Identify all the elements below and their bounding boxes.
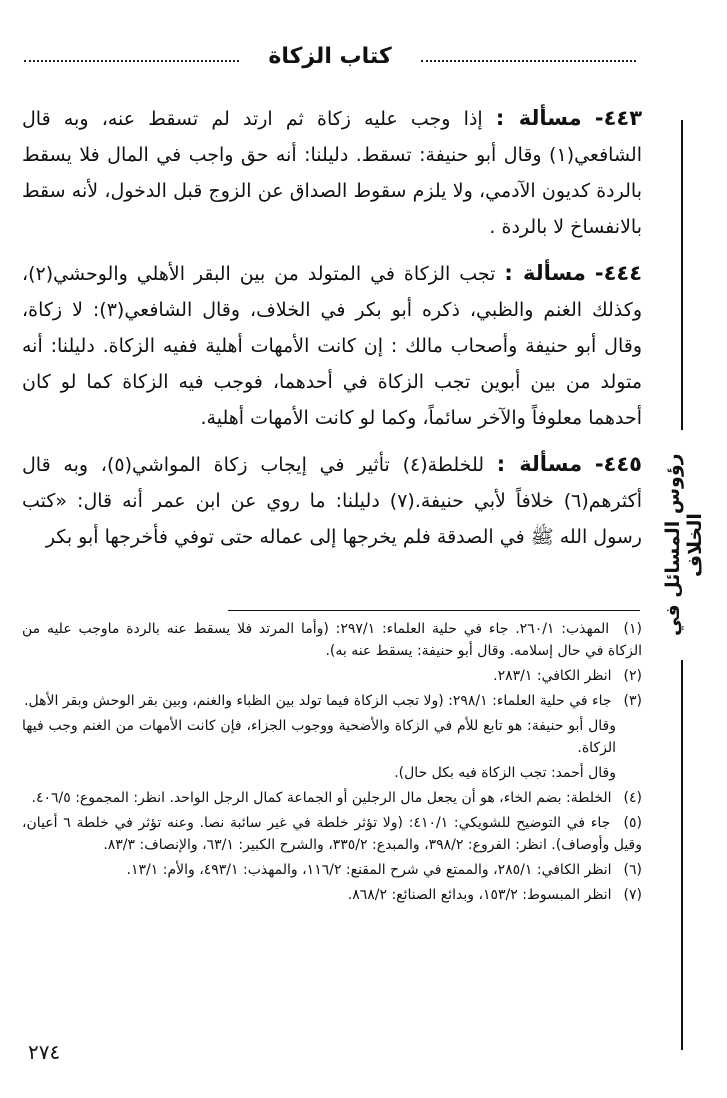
running-header (24, 42, 636, 78)
page-number: ٢٧٤ (28, 1040, 61, 1064)
side-rule-top (681, 120, 683, 430)
footnote-text: جاء في التوضيح للشويكي: ٤١٠/١: (ولا تؤثر خلطة في غير سائبة نصا. وعنه تؤثر في خلطة ٦ أعيان، وقيل وأوصاف). انظر: الفروع: ٣٩٨/٢، والمبدع: ٣٣٥/٢، والشرح الكبير: ٦٣/١، والإنصاف: ٨٣/٣. (22, 815, 642, 853)
footnote-number: (٦) (623, 862, 642, 878)
footnote-text: انظر الكافي: ٢٨٣/١. (493, 668, 612, 684)
issue-text: للخلطة(٤) تأثير في إيجاب زكاة المواشي(٥)، وبه قال أكثرهم(٦) خلافاً لأبي حنيفة.(٧) دليلنا: ما روي عن ابن عمر أنه قال: «كتب رسول الله ﷺ في الصدقة فلم يخرجها إلى عماله حتى توفي فأخرجها أبو بكر (22, 454, 642, 548)
header-title: كتاب الزكاة (268, 44, 392, 69)
footnote-2 (22, 665, 642, 687)
side-running-title: رؤوس المسائل في الخلاف (662, 453, 706, 637)
footnote-4 (22, 787, 642, 809)
footnote-number: (٥) (623, 815, 643, 831)
main-text (22, 100, 642, 565)
footnote-5 (22, 812, 642, 856)
footnote-number: (٢) (623, 668, 642, 684)
footnote-3 (22, 690, 642, 712)
header-dotted-rule-right (421, 60, 636, 62)
footnote-number: (٤) (623, 790, 642, 806)
footnote-3-continued (22, 762, 616, 784)
footnote-6 (22, 859, 642, 881)
footnote-7 (22, 884, 642, 906)
issue-label: مسألة : (495, 106, 582, 130)
footnote-text: جاء في حلية العلماء: ٢٩٨/١: (ولا تجب الزكاة فيما تولد بين الظباء والغنم، وبين بقر الوحش وبقر الأهل. (24, 693, 612, 709)
footnote-text: انظر الكافي: ٢٨٥/١، والممتع في شرح المقنع: ١١٦/٢، والمهذب: ٤٩٣/١، والأم: ١٣/١. (126, 862, 612, 878)
footnotes (22, 618, 642, 909)
footnote-text: المهذب: ٢٦٠/١. جاء في حلية العلماء: ٢٩٧/١: (وأما المرتد فلا يسقط عنه بالردة ماوجب عليه من الزكاة في حال إسلامه. وقال أبو حنيفة: يسقط عنه به). (22, 621, 642, 659)
footnote-3-continued (22, 715, 616, 759)
issue-445 (22, 446, 642, 555)
footnote-text: الخلطة: بضم الخاء، هو أن يجعل مال الرجلين أو الجماعة كمال الرجل الواحد. انظر: المجموع: ٤٠٦/٥. (31, 790, 612, 806)
footnote-text: وقال أحمد: تجب الزكاة فيه بكل حال). (394, 765, 616, 781)
issue-text: تجب الزكاة في المتولد من بين البقر الأهلي والوحشي(٢)، وكذلك الغنم والظبي، ذكره أبو بكر في الخلاف، وقال الشافعي(٣): لا زكاة، وقال أبو حنيفة وأصحاب مالك : إن كانت الأمهات أهلية ففيه الزكاة. دليلنا: أنه متولد من بين أبوين تجب الزكاة في أحدهما، فوجب فيه الزكاة كما لو كان أحدهما معلوفاً والآخر سائماً، وكما لو كانت الأمهات أهلية. (22, 263, 642, 429)
issue-text: إذا وجب عليه زكاة ثم ارتد لم تسقط عنه، وبه قال الشافعي(١) وقال أبو حنيفة: تسقط. دليلنا: أنه حق واجب في المال فلا يسقط بالردة كديون الآدمي، ولا يلزم سقوط الصداق عن الزوج قبل الدخول، لأنه سقط بالانفساخ لا بالردة . (22, 108, 642, 238)
footnote-text: انظر المبسوط: ١٥٣/٢، وبدائع الصنائع: ٨٦٨/٢. (347, 887, 612, 903)
issue-number: ٤٤٤- (594, 261, 643, 285)
side-rule-bottom (681, 660, 683, 1050)
footnote-1 (22, 618, 642, 662)
footnote-text: وقال أبو حنيفة: هو تابع للأم في الزكاة والأضحية ووجوب الجزاء، فإن كانت الأمهات من الغنم وجب فيها الزكاة. (22, 718, 616, 756)
issue-444 (22, 255, 642, 436)
footnotes-separator (228, 610, 640, 611)
issue-label: مسألة : (504, 261, 586, 285)
footnote-number: (٣) (623, 693, 642, 709)
footnote-number: (٧) (623, 887, 642, 903)
footnote-number: (١) (623, 621, 642, 637)
issue-443 (22, 100, 642, 245)
issue-label: مسألة : (496, 452, 583, 476)
issue-number: ٤٤٥- (594, 452, 642, 476)
issue-number: ٤٤٣- (594, 106, 643, 130)
